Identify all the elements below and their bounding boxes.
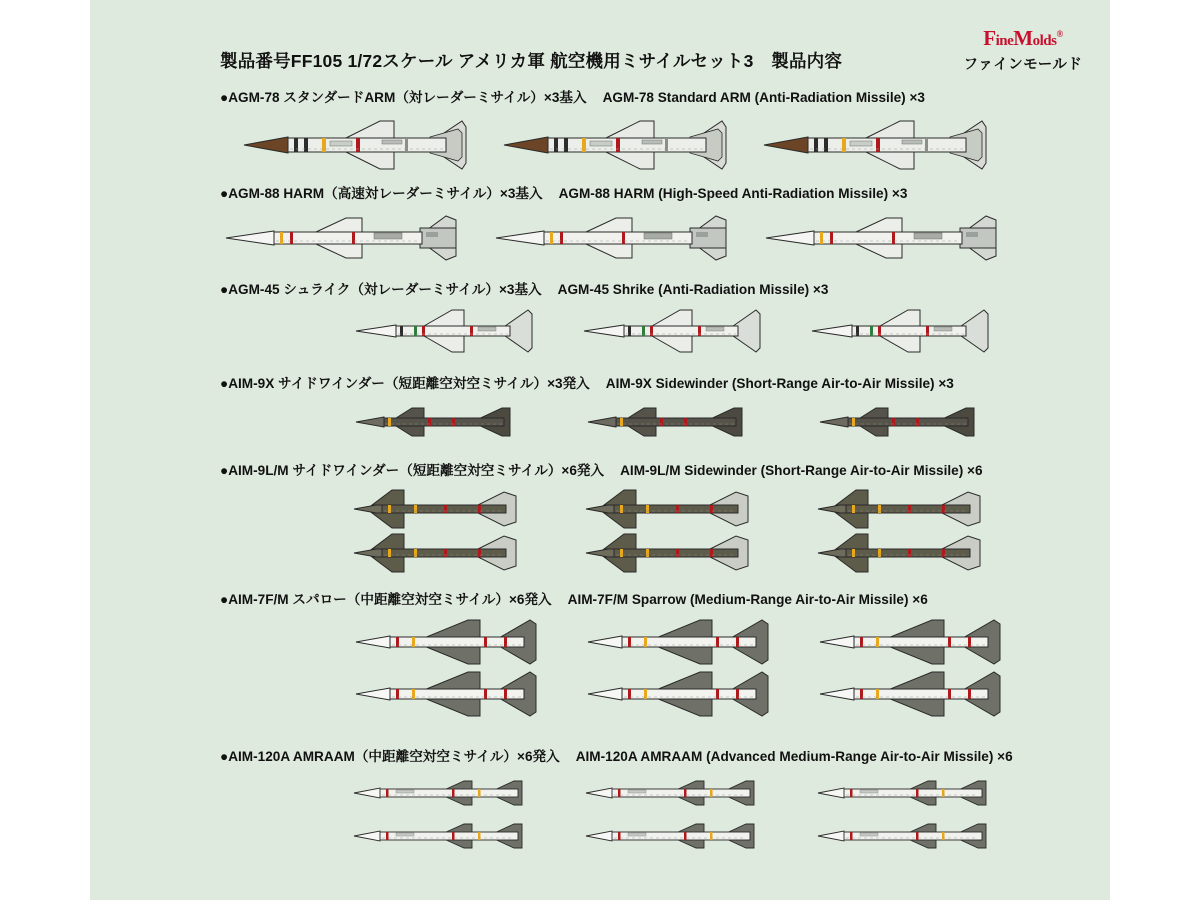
section-heading-agm-88 <box>220 182 907 202</box>
missile-aim-7fm <box>584 668 774 720</box>
page-title: 製品番号FF105 1/72スケール アメリカ軍 航空機用ミサイルセット3 製品内容 <box>220 51 843 71</box>
section-heading-agm-45 <box>220 278 828 298</box>
section-heading-en: AGM-45 Shrike (Anti-Radiation Missile) ×3 <box>557 282 829 297</box>
section-heading-aim-9lm <box>220 459 983 479</box>
missile-agm-78 <box>490 115 730 175</box>
missile-aim-9lm <box>352 530 532 576</box>
section-heading-en: AIM-120A AMRAAM (Advanced Medium-Range Air-to-Air Missile) ×6 <box>575 749 1013 764</box>
section-heading-en: AIM-9X Sidewinder (Short-Range Air-to-Air Missile) ×3 <box>605 376 954 391</box>
section-heading-en: AGM-88 HARM (High-Speed Anti-Radiation Missile) ×3 <box>558 186 908 201</box>
missile-aim-120a <box>584 818 764 854</box>
missile-aim-7fm <box>816 616 1006 668</box>
section-heading-agm-78 <box>220 86 925 106</box>
missile-agm-78 <box>750 115 990 175</box>
missile-aim-120a <box>816 775 996 811</box>
missile-aim-7fm <box>816 668 1006 720</box>
brand-name-jp: ファインモールド <box>963 57 1083 73</box>
missile-aim-120a <box>352 775 532 811</box>
missile-agm-88 <box>760 210 1010 266</box>
section-heading-jp: ●AGM-88 HARM（高速対レーダーミサイル）×3基入 <box>220 186 543 201</box>
section-heading-jp: ●AIM-9X サイドワインダー（短距離空対空ミサイル）×3発入 <box>220 376 590 391</box>
missile-agm-88 <box>220 210 470 266</box>
missile-aim-7fm <box>352 668 542 720</box>
brand-name-en: FineMolds® <box>983 26 1063 50</box>
missile-agm-78 <box>230 115 470 175</box>
section-heading-en: AIM-7F/M Sparrow (Medium-Range Air-to-Air Missile) ×6 <box>567 592 928 607</box>
missile-aim-120a <box>352 818 532 854</box>
section-heading-aim-9x <box>220 372 954 392</box>
section-heading-aim-120a <box>220 745 1013 765</box>
section-heading-en: AGM-78 Standard ARM (Anti-Radiation Missile) ×3 <box>602 90 925 105</box>
section-heading-jp: ●AGM-78 スタンダードARM（対レーダーミサイル）×3基入 <box>220 90 587 105</box>
section-heading-aim-7fm <box>220 588 928 608</box>
missile-aim-7fm <box>584 616 774 668</box>
section-heading-jp: ●AIM-9L/M サイドワインダー（短距離空対空ミサイル）×6発入 <box>220 463 605 478</box>
section-heading-jp: ●AIM-7F/M スパロー（中距離空対空ミサイル）×6発入 <box>220 592 552 607</box>
missile-agm-88 <box>490 210 740 266</box>
missile-aim-9x <box>584 400 754 444</box>
missile-aim-9lm <box>816 530 996 576</box>
missile-aim-9lm <box>352 486 532 532</box>
product-contents-sheet <box>90 0 1110 900</box>
missile-aim-9lm <box>584 486 764 532</box>
missile-aim-9x <box>816 400 986 444</box>
missile-aim-120a <box>816 818 996 854</box>
missile-agm-45 <box>352 306 542 356</box>
brand-logo <box>958 26 1088 74</box>
missile-aim-9lm <box>816 486 996 532</box>
missile-aim-9x <box>352 400 522 444</box>
section-heading-en: AIM-9L/M Sidewinder (Short-Range Air-to-Air Missile) ×6 <box>620 463 983 478</box>
missile-agm-45 <box>808 306 998 356</box>
missile-aim-9lm <box>584 530 764 576</box>
section-heading-jp: ●AIM-120A AMRAAM（中距離空対空ミサイル）×6発入 <box>220 749 560 764</box>
missile-agm-45 <box>580 306 770 356</box>
missile-aim-120a <box>584 775 764 811</box>
section-heading-jp: ●AGM-45 シュライク（対レーダーミサイル）×3基入 <box>220 282 542 297</box>
missile-aim-7fm <box>352 616 542 668</box>
